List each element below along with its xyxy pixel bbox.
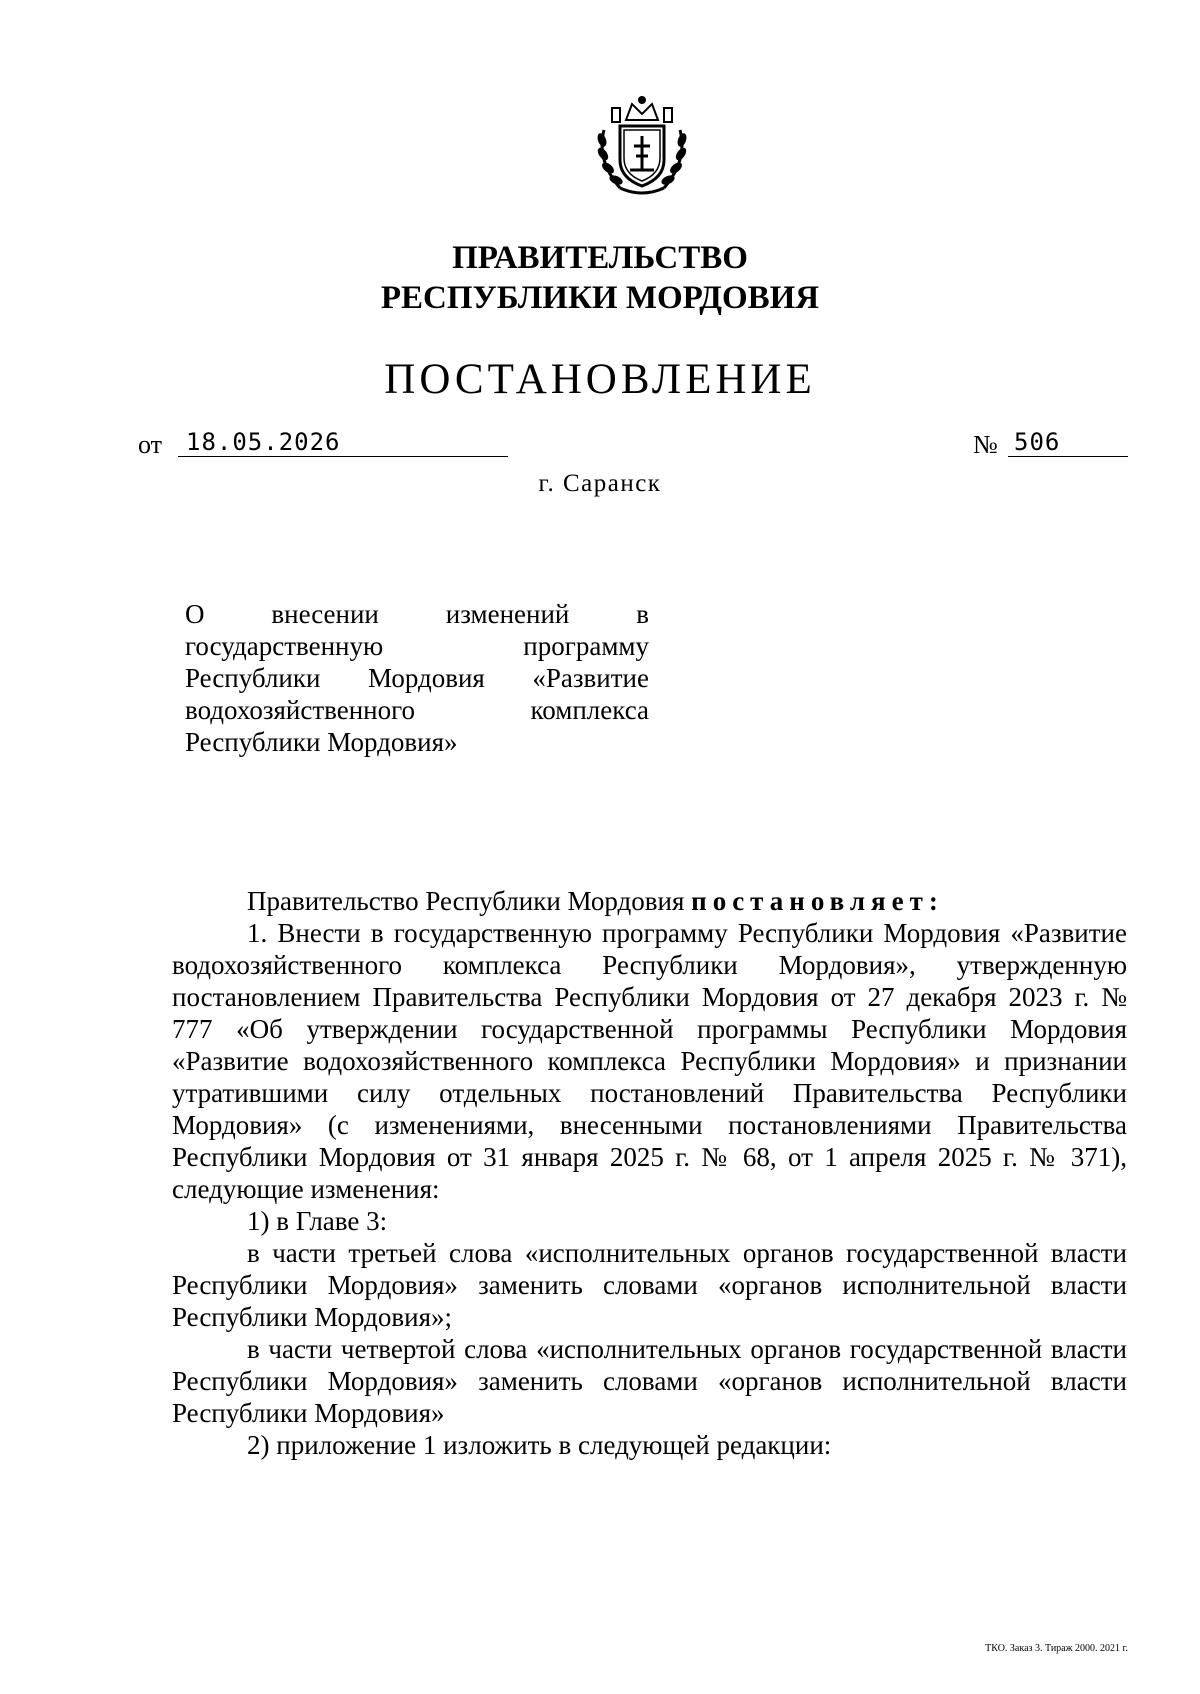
- document-type: ПОСТАНОВЛЕНИЕ: [384, 356, 816, 403]
- coat-of-arms-icon: [590, 90, 694, 200]
- title-line: государственную программу: [185, 631, 649, 661]
- body-paragraph: в части четвертой слова «исполнительных органов государственной власти Республики Мордовия» заменить словами «органов исполнительной власти Республики Мордовия»: [172, 1334, 1127, 1428]
- document-number: 506: [1014, 428, 1061, 456]
- city: г. Саранск: [538, 470, 662, 497]
- intro-text: Правительство Республики Мордовия: [247, 886, 692, 916]
- body-paragraph: 1) в Главе 3:: [247, 1206, 388, 1236]
- title-line: Республики Мордовия «Развитие: [185, 663, 649, 693]
- document-body: [172, 885, 1127, 1461]
- intro-decree-word: постановляет:: [691, 886, 944, 916]
- number-prefix: №: [973, 430, 998, 459]
- body-paragraph: 1. Внести в государственную программу Республики Мордовия «Развитие водохозяйственного комплекса Республики Мордовия», утвержденную постановлением Правительства Республики Мордовия от 27 декабря 2023 г. № 777 «Об утверждении государственной программы Республики Мордовия «Развитие водохозяйственного комплекса Республики Мордовия» и признании утратившими силу отдельных постановлений Правительства Республики Мордовия» (с изменениями, внесенными постановлениями Правительства Республики Мордовия от 31 января 2025 г. № 68, от 1 апреля 2025 г. № 371), следующие изменения:: [172, 918, 1127, 1204]
- body-paragraph: 2) приложение 1 изложить в следующей редакции:: [247, 1430, 832, 1460]
- date-number-row: [138, 428, 1128, 462]
- document-title: [185, 598, 649, 758]
- title-line: О внесении изменений в: [185, 599, 649, 629]
- print-info: ТКО. Заказ 3. Тираж 2000. 2021 г.: [985, 1643, 1128, 1654]
- title-line: водохозяйственного комплекса: [185, 695, 649, 725]
- government-name-line2: РЕСПУБЛИКИ МОРДОВИЯ: [380, 280, 820, 316]
- government-name-line1: ПРАВИТЕЛЬСТВО: [452, 240, 748, 276]
- title-line: Республики Мордовия»: [185, 727, 458, 757]
- intro-paragraph: [172, 885, 1127, 917]
- document-date: 18.05.2026: [186, 428, 341, 456]
- body-paragraph: в части третьей слова «исполнительных органов государственной власти Республики Мордовия» заменить словами «органов исполнительной власти Республики Мордовия»;: [172, 1238, 1127, 1332]
- date-prefix: от: [138, 430, 163, 459]
